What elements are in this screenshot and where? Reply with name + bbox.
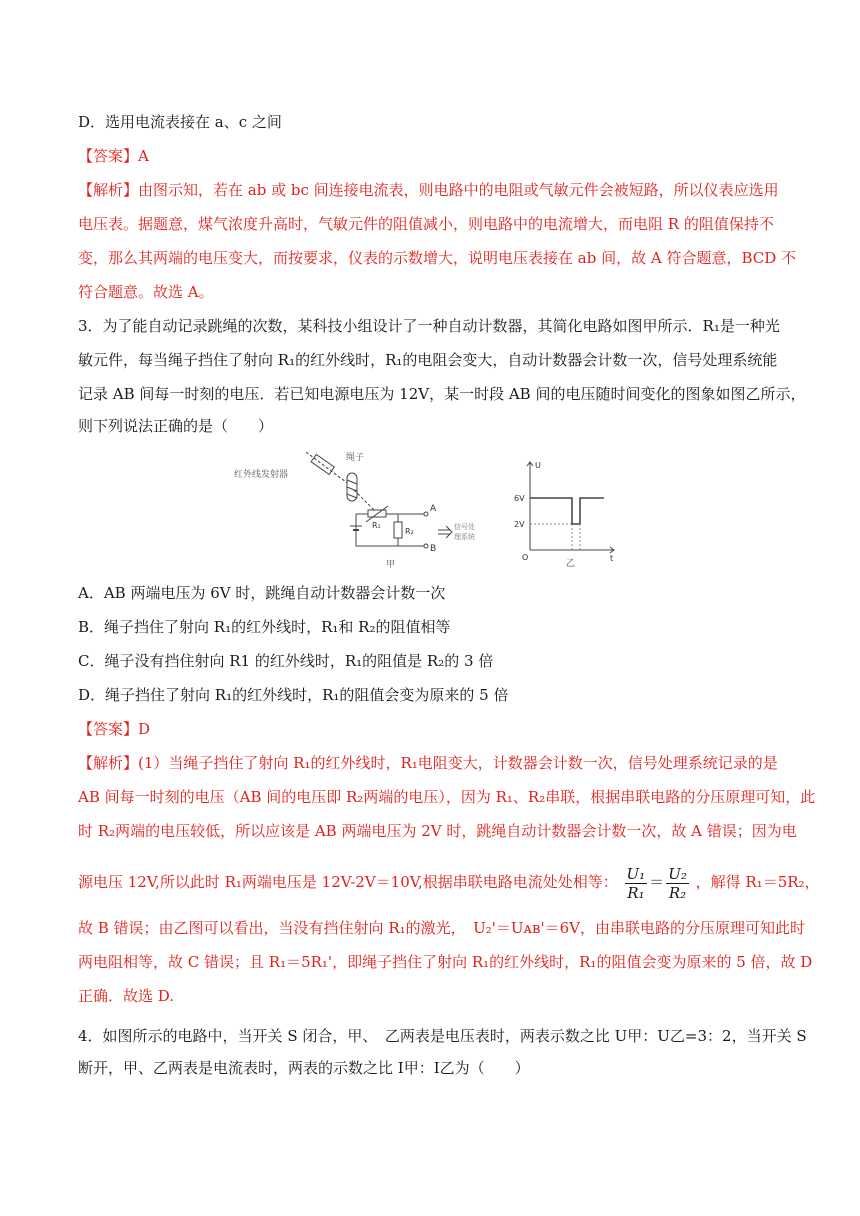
fraction-denominator: R₁ bbox=[627, 883, 645, 902]
fraction-equation bbox=[623, 864, 696, 902]
q3-analysis-line: AB 间每一时刻的电压（AB 间的电压即 R₂两端的电压），因为 R₁、R₂串联，根据串联电路的分压原理可知，此 bbox=[78, 788, 816, 806]
q3-analysis-line bbox=[78, 753, 778, 773]
double-arrow-icon bbox=[438, 526, 452, 538]
q3-option-a: A．AB 两端电压为 6V 时，跳绳自动计数器会计数一次 bbox=[78, 584, 446, 602]
system-label: 理系统 bbox=[454, 533, 475, 541]
q3-option-d: D．绳子挡住了射向 R₁的红外线时，R₁的阻值会变为原来的 5 倍 bbox=[78, 686, 509, 704]
q3-analysis-line-with-fraction bbox=[78, 862, 820, 902]
analysis-text: ，解得 R₁＝5R₂， bbox=[695, 873, 820, 891]
q3-stem-line: 敏元件，每当绳子挡住了射向 R₁的红外线时，R₁的电阻会变大，自动计数器会计数一次，信号处理系统能 bbox=[78, 351, 778, 369]
fraction-numerator: U₁ bbox=[626, 864, 646, 883]
q3-analysis-line: 正确．故选 D. bbox=[78, 987, 175, 1005]
answer-tag: 【答案】 bbox=[78, 720, 139, 738]
emitter-label: 红外线发射器 bbox=[234, 470, 289, 480]
rope-icon bbox=[347, 473, 357, 501]
analysis-text: 由图示知，若在 ab 或 bc 间连接电流表，则电路中的电阻或气敏元件会被短路，所以仪表应选用 bbox=[138, 181, 779, 199]
r1-label: R₁ bbox=[372, 521, 381, 530]
fraction-denominator: R₂ bbox=[668, 883, 687, 902]
terminal-a: A bbox=[430, 504, 437, 514]
q3-analysis-line: 时 R₂两端的电压较低，所以应该是 AB 两端电压为 2V 时，跳绳自动计数器会计数一次，故 A 错误；因为电 bbox=[78, 822, 797, 840]
graph-low-label: 2V bbox=[514, 520, 525, 529]
graph-caption: 乙 bbox=[566, 559, 576, 569]
q2-option-d: D．选用电流表接在 a、c 之间 bbox=[78, 113, 282, 131]
answer-value: A bbox=[138, 147, 149, 165]
r2-label: R₂ bbox=[405, 527, 414, 536]
graph-high-label: 6V bbox=[514, 494, 525, 503]
q2-answer bbox=[78, 146, 149, 166]
q4-stem-line: 4．如图所示的电路中，当开关 S 闭合，甲、 乙两表是电压表时，两表示数之比 U甲：U乙=3：2，当开关 S bbox=[78, 1027, 807, 1045]
q3-stem-line: 则下列说法正确的是（ ） bbox=[78, 417, 274, 435]
analysis-tag: 【解析】 bbox=[78, 754, 139, 772]
q2-analysis-line: 电压表。据题意，煤气浓度升高时，气敏元件的阻值减小，则电路中的电流增大，而电阻 R 的阻值保持不 bbox=[78, 215, 774, 233]
answer-tag: 【答案】 bbox=[78, 147, 139, 165]
q3-answer bbox=[78, 719, 150, 739]
graph-origin-label: O bbox=[522, 553, 529, 562]
q4-stem-line: 断开，甲、乙两表是电流表时，两表的示数之比 I甲：I乙为（ ） bbox=[78, 1059, 530, 1077]
analysis-text: 源电压 12V,所以此时 R₁两端电压是 12V-2V＝10V,根据串联电路电流处处相等： bbox=[78, 873, 618, 891]
q3-option-b: B．绳子挡住了射向 R₁的红外线时，R₁和 R₂的阻值相等 bbox=[78, 618, 451, 636]
rope-label: 绳子 bbox=[346, 453, 365, 463]
answer-value: D bbox=[138, 720, 151, 738]
q2-analysis-line bbox=[78, 180, 779, 200]
q2-analysis-line: 变，那么其两端的电压变大，而按要求，仪表的示数增大，说明电压表接在 ab 间，故 A 符合题意，BCD 不 bbox=[78, 249, 797, 267]
q2-analysis-line: 符合题意。故选 A。 bbox=[78, 283, 214, 301]
equals-sign: ＝ bbox=[649, 873, 665, 891]
q3-stem-line: 3．为了能自动记录跳绳的次数，某科技小组设计了一种自动计数器，其简化电路如图甲所示．R₁是一种光 bbox=[78, 317, 780, 335]
circuit-caption: 甲 bbox=[386, 560, 396, 570]
q3-analysis-line: 故 B 错误；由乙图可以看出，当没有挡住射向 R₁的激光， U₂'＝Uᴀʙ'＝6V，由串联电路的分压原理可知此时 bbox=[78, 919, 805, 937]
circuit-diagram bbox=[234, 452, 475, 570]
analysis-tag: 【解析】 bbox=[78, 181, 139, 199]
terminal-b: B bbox=[430, 544, 437, 554]
fraction-numerator: U₂ bbox=[668, 864, 687, 883]
voltage-trace bbox=[530, 498, 604, 524]
voltage-time-graph bbox=[514, 461, 614, 569]
q3-stem-line: 记录 AB 间每一时刻的电压．若已知电源电压为 12V，某一时段 AB 间的电压随时间变化的图象如图乙所示， bbox=[78, 385, 806, 403]
system-label: 信号处 bbox=[454, 523, 475, 531]
r2-resistor bbox=[394, 522, 402, 538]
analysis-text: (1）当绳子挡住了射向 R₁的红外线时，R₁电阻变大，计数器会计数一次，信号处理系统记录的是 bbox=[138, 754, 778, 772]
graph-y-axis-label: U bbox=[535, 461, 541, 470]
q3-figure bbox=[226, 450, 626, 575]
q3-analysis-line: 两电阻相等，故 C 错误；且 R₁＝5R₁'，即绳子挡住了射向 R₁的红外线时，R₁的阻值会变为原来的 5 倍，故 D bbox=[78, 953, 813, 971]
graph-x-axis-label: t bbox=[610, 554, 614, 563]
q3-option-c: C．绳子没有挡住射向 R1 的红外线时，R₁的阻值是 R₂的 3 倍 bbox=[78, 652, 494, 670]
